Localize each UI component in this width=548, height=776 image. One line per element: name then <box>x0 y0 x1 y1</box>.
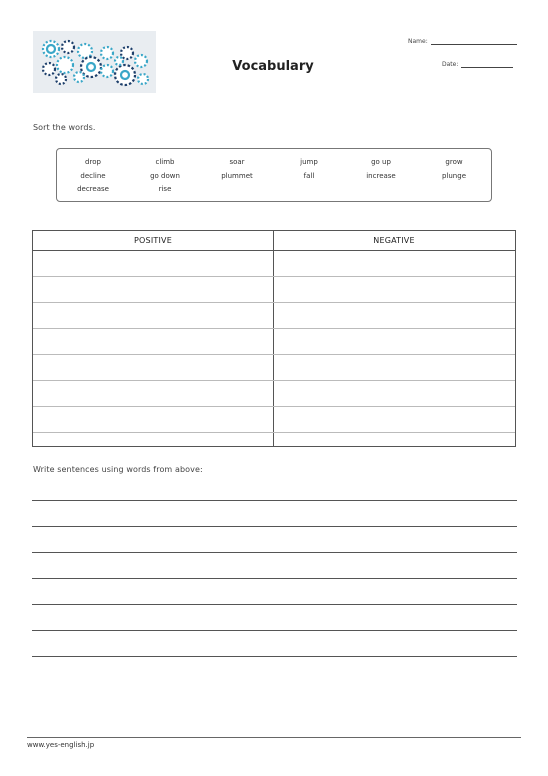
date-field[interactable] <box>442 61 513 68</box>
writing-line[interactable] <box>32 578 517 579</box>
footer-divider <box>27 737 521 738</box>
table-row[interactable] <box>33 302 515 303</box>
word-bank-item: jump <box>300 158 318 166</box>
word-bank-item: soar <box>229 158 245 166</box>
table-row[interactable] <box>33 354 515 355</box>
sort-instruction: Sort the words. <box>33 123 96 132</box>
word-bank-item: grow <box>445 158 463 166</box>
table-row[interactable] <box>33 406 515 407</box>
writing-line[interactable] <box>32 604 517 605</box>
name-label: Name: <box>408 38 428 45</box>
writing-line[interactable] <box>32 552 517 553</box>
page-title: Vocabulary <box>232 59 314 74</box>
word-bank-item: plummet <box>221 172 253 180</box>
word-bank-item: climb <box>155 158 175 166</box>
word-bank <box>56 148 492 202</box>
writing-line[interactable] <box>32 526 517 527</box>
sort-table <box>32 230 516 447</box>
word-bank-item: decrease <box>77 185 109 193</box>
word-bank-item: decline <box>80 172 106 180</box>
writing-line[interactable] <box>32 630 517 631</box>
word-bank-item: rise <box>158 185 172 193</box>
word-bank-item: plunge <box>441 172 466 180</box>
word-bank-item: fall <box>303 172 315 180</box>
negative-header: NEGATIVE <box>373 236 415 245</box>
date-label: Date: <box>442 61 459 68</box>
write-instruction: Write sentences using words from above: <box>33 465 203 474</box>
column-divider <box>273 231 274 446</box>
word-bank-item: go down <box>150 172 180 180</box>
name-line <box>431 39 517 45</box>
positive-header: POSITIVE <box>134 236 172 245</box>
word-bank-item: drop <box>85 158 101 166</box>
name-field[interactable] <box>408 38 517 45</box>
table-row[interactable] <box>33 432 515 433</box>
table-row[interactable] <box>33 276 515 277</box>
writing-line[interactable] <box>32 656 517 657</box>
writing-line[interactable] <box>32 500 517 501</box>
header-divider <box>33 250 515 251</box>
footer-url[interactable]: www.yes-english.jp <box>27 741 95 749</box>
date-line <box>461 62 513 68</box>
word-bank-item: go up <box>371 158 391 166</box>
table-row[interactable] <box>33 380 515 381</box>
gears-logo-icon <box>33 31 156 93</box>
word-bank-item: increase <box>366 172 396 180</box>
table-row[interactable] <box>33 328 515 329</box>
